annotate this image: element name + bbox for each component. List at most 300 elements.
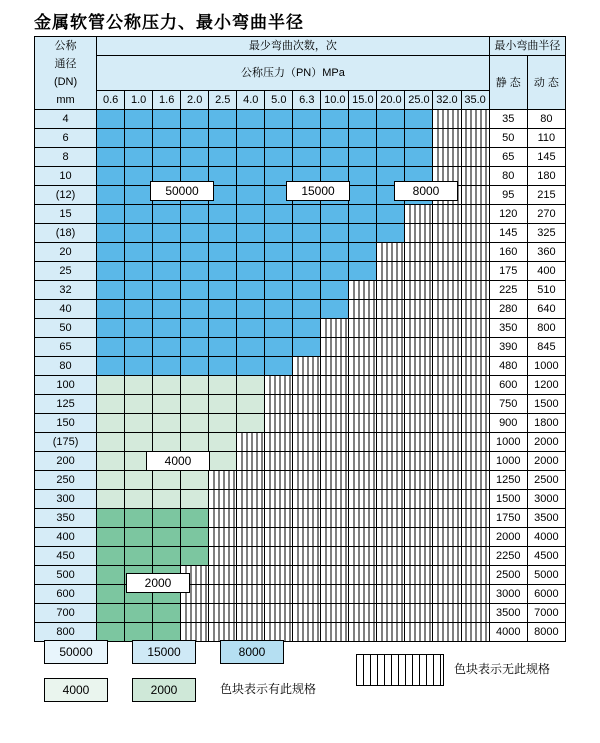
table-row (35, 300, 566, 319)
cell-grid-17-1 (125, 433, 153, 452)
cell-grid-2-4 (209, 148, 237, 167)
cell-grid-0-12 (433, 110, 461, 129)
legend-box-4000: 4000 (44, 678, 108, 702)
cell-grid-13-10 (377, 357, 405, 376)
cell-grid-0-9 (349, 110, 377, 129)
cell-grid-25-0 (97, 585, 125, 604)
cell-grid-2-6 (265, 148, 293, 167)
cell-grid-17-7 (293, 433, 321, 452)
header-pressure-13: 35.0 (461, 91, 489, 110)
header-dn-line2: 通径 (54, 58, 77, 70)
table-row (35, 528, 566, 547)
cell-grid-14-11 (405, 376, 433, 395)
cell-grid-15-9 (349, 395, 377, 414)
cell-grid-6-6 (265, 224, 293, 243)
cell-grid-8-3 (181, 262, 209, 281)
cell-grid-14-2 (153, 376, 181, 395)
cell-grid-26-9 (349, 604, 377, 623)
cell-grid-13-0 (97, 357, 125, 376)
cell-grid-7-2 (153, 243, 181, 262)
cell-grid-19-0 (97, 471, 125, 490)
cell-dn: 32 (35, 281, 97, 300)
cell-grid-16-5 (237, 414, 265, 433)
cell-grid-5-2 (153, 205, 181, 224)
cell-grid-15-0 (97, 395, 125, 414)
cell-grid-8-12 (433, 262, 461, 281)
cell-grid-17-13 (461, 433, 489, 452)
cell-grid-16-4 (209, 414, 237, 433)
cell-grid-14-5 (237, 376, 265, 395)
cell-grid-6-5 (237, 224, 265, 243)
cell-dn: 250 (35, 471, 97, 490)
cell-grid-17-4 (209, 433, 237, 452)
cell-grid-0-11 (405, 110, 433, 129)
cell-grid-25-10 (377, 585, 405, 604)
cell-grid-20-8 (321, 490, 349, 509)
cell-grid-10-0 (97, 300, 125, 319)
cell-grid-6-1 (125, 224, 153, 243)
cell-grid-3-13 (461, 167, 489, 186)
cell-grid-7-8 (321, 243, 349, 262)
table-row (35, 129, 566, 148)
cell-grid-18-12 (433, 452, 461, 471)
cell-grid-23-0 (97, 547, 125, 566)
cell-dn: 800 (35, 623, 97, 642)
cell-grid-8-4 (209, 262, 237, 281)
cell-grid-9-6 (265, 281, 293, 300)
cell-grid-1-12 (433, 129, 461, 148)
cell-grid-24-10 (377, 566, 405, 585)
cell-grid-18-5 (237, 452, 265, 471)
cell-grid-18-0 (97, 452, 125, 471)
cell-dynamic-radius: 1500 (527, 395, 565, 414)
legend-box-50000: 50000 (44, 640, 108, 664)
cell-grid-13-6 (265, 357, 293, 376)
grid-label-4000: 4000 (146, 451, 210, 471)
cell-grid-14-3 (181, 376, 209, 395)
cell-grid-25-13 (461, 585, 489, 604)
cell-grid-5-5 (237, 205, 265, 224)
cell-grid-26-8 (321, 604, 349, 623)
cell-grid-10-9 (349, 300, 377, 319)
cell-grid-7-4 (209, 243, 237, 262)
cell-grid-20-13 (461, 490, 489, 509)
cell-grid-13-12 (433, 357, 461, 376)
cell-grid-11-10 (377, 319, 405, 338)
cell-grid-12-3 (181, 338, 209, 357)
cell-grid-1-4 (209, 129, 237, 148)
cell-grid-2-13 (461, 148, 489, 167)
cell-grid-4-1 (125, 186, 153, 205)
cell-grid-1-7 (293, 129, 321, 148)
cell-grid-8-1 (125, 262, 153, 281)
cell-static-radius: 1500 (489, 490, 527, 509)
cell-grid-22-13 (461, 528, 489, 547)
cell-grid-22-0 (97, 528, 125, 547)
cell-static-radius: 120 (489, 205, 527, 224)
cell-grid-8-9 (349, 262, 377, 281)
cell-grid-12-8 (321, 338, 349, 357)
cell-grid-14-6 (265, 376, 293, 395)
cell-grid-8-6 (265, 262, 293, 281)
cell-grid-6-12 (433, 224, 461, 243)
table-row (35, 224, 566, 243)
cell-grid-11-3 (181, 319, 209, 338)
cell-grid-6-3 (181, 224, 209, 243)
cell-grid-22-12 (433, 528, 461, 547)
cell-grid-20-11 (405, 490, 433, 509)
cell-grid-0-6 (265, 110, 293, 129)
cell-grid-26-2 (153, 604, 181, 623)
cell-grid-18-4 (209, 452, 237, 471)
cell-grid-13-8 (321, 357, 349, 376)
cell-grid-6-4 (209, 224, 237, 243)
cell-grid-3-9 (349, 167, 377, 186)
cell-grid-11-5 (237, 319, 265, 338)
cell-grid-15-6 (265, 395, 293, 414)
cell-dn: 600 (35, 585, 97, 604)
cell-grid-6-11 (405, 224, 433, 243)
cell-static-radius: 65 (489, 148, 527, 167)
cell-dynamic-radius: 360 (527, 243, 565, 262)
header-dynamic: 动 态 (527, 56, 565, 110)
header-dn-line4: mm (56, 94, 75, 106)
cell-grid-2-7 (293, 148, 321, 167)
cell-grid-23-11 (405, 547, 433, 566)
cell-static-radius: 160 (489, 243, 527, 262)
cell-grid-22-9 (349, 528, 377, 547)
cell-grid-0-0 (97, 110, 125, 129)
table-row (35, 376, 566, 395)
cell-grid-2-11 (405, 148, 433, 167)
cell-grid-23-5 (237, 547, 265, 566)
cell-dn: 700 (35, 604, 97, 623)
cell-grid-12-7 (293, 338, 321, 357)
cell-grid-7-9 (349, 243, 377, 262)
cell-dynamic-radius: 110 (527, 129, 565, 148)
cell-grid-9-4 (209, 281, 237, 300)
cell-grid-22-2 (153, 528, 181, 547)
cell-static-radius: 4000 (489, 623, 527, 642)
cell-grid-10-8 (321, 300, 349, 319)
header-dn-line3: (DN) (53, 76, 78, 88)
cell-grid-20-7 (293, 490, 321, 509)
cell-grid-4-0 (97, 186, 125, 205)
cell-grid-9-5 (237, 281, 265, 300)
cell-grid-24-11 (405, 566, 433, 585)
cell-grid-2-2 (153, 148, 181, 167)
cell-grid-22-10 (377, 528, 405, 547)
cell-grid-11-12 (433, 319, 461, 338)
cell-dn: 8 (35, 148, 97, 167)
legend-box-2000: 2000 (132, 678, 196, 702)
cell-dynamic-radius: 4000 (527, 528, 565, 547)
cell-grid-19-9 (349, 471, 377, 490)
cell-grid-21-3 (181, 509, 209, 528)
cell-grid-17-12 (433, 433, 461, 452)
cell-grid-8-7 (293, 262, 321, 281)
cell-grid-2-12 (433, 148, 461, 167)
cell-dynamic-radius: 145 (527, 148, 565, 167)
cell-grid-5-7 (293, 205, 321, 224)
cell-static-radius: 50 (489, 129, 527, 148)
cell-grid-15-3 (181, 395, 209, 414)
cell-grid-23-13 (461, 547, 489, 566)
cell-dynamic-radius: 80 (527, 110, 565, 129)
cell-grid-21-6 (265, 509, 293, 528)
cell-dn: 50 (35, 319, 97, 338)
cell-grid-0-2 (153, 110, 181, 129)
table-row (35, 243, 566, 262)
cell-grid-7-10 (377, 243, 405, 262)
cell-grid-7-0 (97, 243, 125, 262)
cell-dynamic-radius: 3000 (527, 490, 565, 509)
cell-grid-26-0 (97, 604, 125, 623)
cell-dynamic-radius: 180 (527, 167, 565, 186)
cell-grid-16-10 (377, 414, 405, 433)
cell-grid-12-0 (97, 338, 125, 357)
cell-static-radius: 225 (489, 281, 527, 300)
cell-grid-12-10 (377, 338, 405, 357)
cell-grid-1-8 (321, 129, 349, 148)
cell-static-radius: 350 (489, 319, 527, 338)
cell-dynamic-radius: 640 (527, 300, 565, 319)
cell-grid-9-3 (181, 281, 209, 300)
cell-grid-21-8 (321, 509, 349, 528)
cell-grid-26-10 (377, 604, 405, 623)
cell-grid-5-3 (181, 205, 209, 224)
cell-grid-1-0 (97, 129, 125, 148)
cell-grid-0-10 (377, 110, 405, 129)
cell-grid-12-9 (349, 338, 377, 357)
grid-label-8000: 8000 (394, 181, 458, 201)
cell-dn: 450 (35, 547, 97, 566)
cell-grid-15-8 (321, 395, 349, 414)
cell-grid-21-0 (97, 509, 125, 528)
cell-dynamic-radius: 1000 (527, 357, 565, 376)
cell-grid-11-0 (97, 319, 125, 338)
cell-dynamic-radius: 5000 (527, 566, 565, 585)
cell-static-radius: 1250 (489, 471, 527, 490)
cell-static-radius: 95 (489, 186, 527, 205)
cell-grid-16-3 (181, 414, 209, 433)
grid-label-15000: 15000 (286, 181, 350, 201)
cell-static-radius: 3500 (489, 604, 527, 623)
cell-grid-10-2 (153, 300, 181, 319)
cell-grid-19-8 (321, 471, 349, 490)
header-pressure-7: 6.3 (293, 91, 321, 110)
cell-grid-26-4 (209, 604, 237, 623)
cell-grid-16-13 (461, 414, 489, 433)
cell-grid-1-11 (405, 129, 433, 148)
header-pressure-2: 1.6 (153, 91, 181, 110)
cell-grid-19-12 (433, 471, 461, 490)
cell-grid-5-4 (209, 205, 237, 224)
cell-grid-14-7 (293, 376, 321, 395)
cell-grid-10-4 (209, 300, 237, 319)
table-row (35, 433, 566, 452)
cell-grid-22-3 (181, 528, 209, 547)
cell-static-radius: 2000 (489, 528, 527, 547)
cell-grid-3-0 (97, 167, 125, 186)
cell-grid-0-3 (181, 110, 209, 129)
cell-dynamic-radius: 2000 (527, 452, 565, 471)
cell-grid-12-1 (125, 338, 153, 357)
cell-grid-10-3 (181, 300, 209, 319)
cell-grid-14-10 (377, 376, 405, 395)
cell-grid-14-4 (209, 376, 237, 395)
cell-grid-25-7 (293, 585, 321, 604)
cell-grid-26-1 (125, 604, 153, 623)
cell-grid-2-9 (349, 148, 377, 167)
cell-static-radius: 600 (489, 376, 527, 395)
cell-grid-1-6 (265, 129, 293, 148)
cell-grid-9-8 (321, 281, 349, 300)
cell-grid-19-11 (405, 471, 433, 490)
cell-grid-24-13 (461, 566, 489, 585)
cell-grid-14-1 (125, 376, 153, 395)
cell-grid-24-9 (349, 566, 377, 585)
cell-grid-18-11 (405, 452, 433, 471)
cell-grid-13-3 (181, 357, 209, 376)
table-row (35, 357, 566, 376)
cell-grid-12-4 (209, 338, 237, 357)
legend-hatch-note: 色块表示无此规格 (454, 662, 551, 676)
cell-grid-25-4 (209, 585, 237, 604)
cell-grid-2-1 (125, 148, 153, 167)
header-pressure-9: 15.0 (349, 91, 377, 110)
cell-dynamic-radius: 8000 (527, 623, 565, 642)
cell-grid-25-11 (405, 585, 433, 604)
header-row-1 (35, 37, 566, 56)
cell-grid-22-4 (209, 528, 237, 547)
cell-grid-8-13 (461, 262, 489, 281)
cell-grid-6-8 (321, 224, 349, 243)
cell-dynamic-radius: 6000 (527, 585, 565, 604)
cell-grid-17-11 (405, 433, 433, 452)
cell-grid-2-0 (97, 148, 125, 167)
cell-grid-15-13 (461, 395, 489, 414)
cell-static-radius: 145 (489, 224, 527, 243)
cell-grid-23-8 (321, 547, 349, 566)
cell-dn: 10 (35, 167, 97, 186)
cell-grid-25-12 (433, 585, 461, 604)
cell-grid-7-13 (461, 243, 489, 262)
cell-grid-12-2 (153, 338, 181, 357)
cell-grid-0-4 (209, 110, 237, 129)
cell-static-radius: 175 (489, 262, 527, 281)
cell-dn: 4 (35, 110, 97, 129)
cell-grid-5-1 (125, 205, 153, 224)
cell-grid-7-11 (405, 243, 433, 262)
cell-grid-2-3 (181, 148, 209, 167)
cell-grid-10-1 (125, 300, 153, 319)
cell-dn: 350 (35, 509, 97, 528)
cell-grid-20-3 (181, 490, 209, 509)
cell-dynamic-radius: 800 (527, 319, 565, 338)
cell-static-radius: 480 (489, 357, 527, 376)
cell-dynamic-radius: 1800 (527, 414, 565, 433)
cell-grid-18-10 (377, 452, 405, 471)
table-row (35, 452, 566, 471)
cell-grid-1-2 (153, 129, 181, 148)
cell-dn: 6 (35, 129, 97, 148)
cell-grid-20-0 (97, 490, 125, 509)
cell-dynamic-radius: 7000 (527, 604, 565, 623)
cell-grid-19-10 (377, 471, 405, 490)
cell-grid-11-6 (265, 319, 293, 338)
cell-grid-14-9 (349, 376, 377, 395)
cell-grid-1-3 (181, 129, 209, 148)
cell-grid-13-13 (461, 357, 489, 376)
cell-grid-7-6 (265, 243, 293, 262)
cell-grid-21-2 (153, 509, 181, 528)
cell-grid-1-5 (237, 129, 265, 148)
cell-grid-15-1 (125, 395, 153, 414)
cell-grid-23-10 (377, 547, 405, 566)
cell-grid-8-10 (377, 262, 405, 281)
grid-label-50000: 50000 (150, 181, 214, 201)
cell-grid-13-4 (209, 357, 237, 376)
cell-grid-23-9 (349, 547, 377, 566)
cell-grid-5-0 (97, 205, 125, 224)
cell-grid-16-0 (97, 414, 125, 433)
cell-grid-14-12 (433, 376, 461, 395)
cell-grid-5-9 (349, 205, 377, 224)
cell-grid-24-7 (293, 566, 321, 585)
cell-grid-19-4 (209, 471, 237, 490)
cell-grid-21-11 (405, 509, 433, 528)
cell-grid-15-5 (237, 395, 265, 414)
cell-dn: 80 (35, 357, 97, 376)
page-title: 金属软管公称压力、最小弯曲半径 (34, 13, 304, 32)
cell-static-radius: 750 (489, 395, 527, 414)
cell-grid-19-13 (461, 471, 489, 490)
cell-grid-9-10 (377, 281, 405, 300)
cell-grid-12-11 (405, 338, 433, 357)
table-row (35, 338, 566, 357)
cell-grid-11-9 (349, 319, 377, 338)
cell-grid-9-12 (433, 281, 461, 300)
cell-grid-15-2 (153, 395, 181, 414)
cell-grid-5-12 (433, 205, 461, 224)
cell-grid-13-11 (405, 357, 433, 376)
cell-dynamic-radius: 400 (527, 262, 565, 281)
cell-static-radius: 2250 (489, 547, 527, 566)
cell-grid-10-10 (377, 300, 405, 319)
table-row (35, 509, 566, 528)
cell-grid-22-11 (405, 528, 433, 547)
cell-grid-17-0 (97, 433, 125, 452)
legend-color-note: 色块表示有此规格 (220, 682, 317, 696)
cell-grid-10-12 (433, 300, 461, 319)
cell-grid-5-13 (461, 205, 489, 224)
cell-grid-0-8 (321, 110, 349, 129)
cell-grid-23-2 (153, 547, 181, 566)
cell-dynamic-radius: 215 (527, 186, 565, 205)
cell-grid-22-8 (321, 528, 349, 547)
cell-grid-26-5 (237, 604, 265, 623)
cell-grid-1-9 (349, 129, 377, 148)
cell-grid-11-4 (209, 319, 237, 338)
cell-grid-10-6 (265, 300, 293, 319)
table-row (35, 490, 566, 509)
cell-grid-17-3 (181, 433, 209, 452)
cell-grid-0-5 (237, 110, 265, 129)
cell-static-radius: 1000 (489, 452, 527, 471)
cell-grid-9-11 (405, 281, 433, 300)
cell-grid-8-5 (237, 262, 265, 281)
